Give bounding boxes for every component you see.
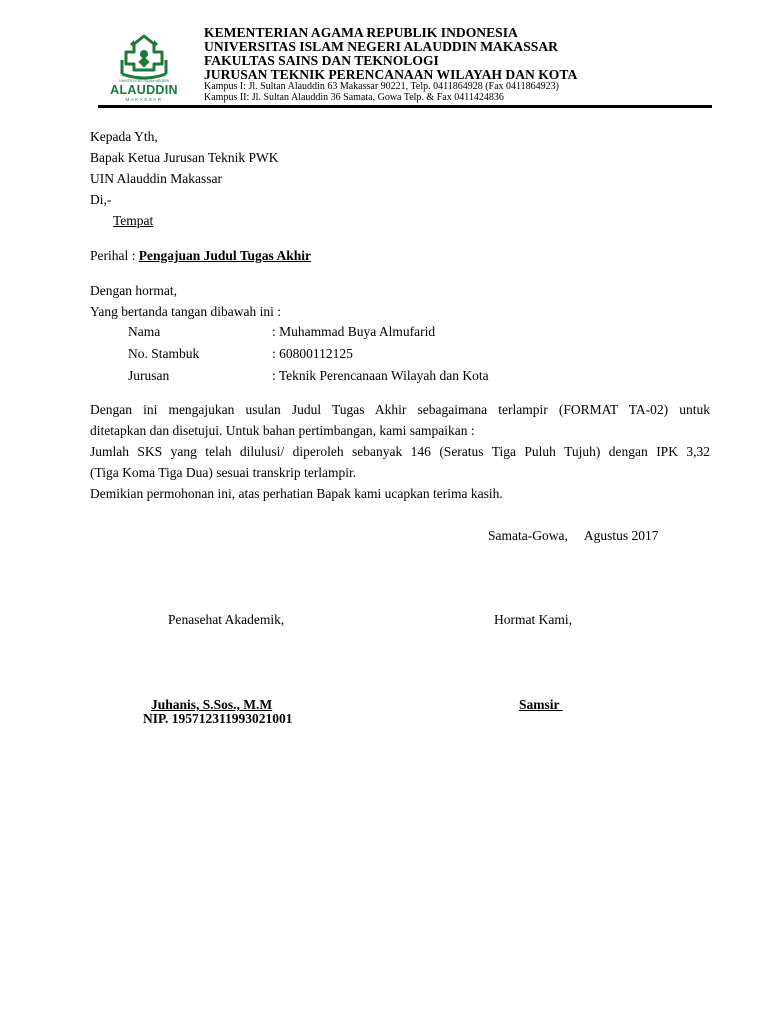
recipient-salutation: Kepada Yth, xyxy=(90,129,158,144)
advisor-title: Penasehat Akademik, xyxy=(168,612,285,627)
subject-line xyxy=(90,247,311,265)
logo-top-text: UNIVERSITAS ISLAM NEGERI xyxy=(118,79,170,83)
identity-label-jurusan: Jurusan xyxy=(128,368,170,383)
logo-name: ALAUDDIN xyxy=(110,83,178,97)
header-faculty: FAKULTAS SAINS DAN TEKNOLOGI xyxy=(204,53,439,68)
recipient-place: Tempat xyxy=(113,213,154,228)
identity-label-name: Nama xyxy=(128,324,161,339)
body-line-2: ditetapkan dan disetujui. Untuk bahan pertimbangan, kami sampaikan : xyxy=(90,423,475,438)
header-address-campus-2: Kampus II: Jl. Sultan Alauddin 36 Samata, Gowa Telp. & Fax 0411424836 xyxy=(204,92,504,103)
subject-label: Perihal : xyxy=(90,248,139,263)
advisor-name: Juhanis, S.Sos., M.M xyxy=(151,697,273,712)
place-date xyxy=(488,527,659,545)
applicant-name: Samsir xyxy=(519,697,560,712)
header-address-campus-1: Kampus I: Jl. Sultan Alauddin 63 Makassar 90221, Telp. 0411864928 (Fax 0411864923) xyxy=(204,81,560,92)
recipient-institution: UIN Alauddin Makassar xyxy=(90,171,222,186)
advisor-nip: NIP. 195712311993021001 xyxy=(143,711,293,726)
identity-value-stambuk: : 60800112125 xyxy=(272,346,353,361)
header-university: UNIVERSITAS ISLAM NEGERI ALAUDDIN MAKASSAR xyxy=(204,39,559,54)
header-divider xyxy=(98,105,712,108)
applicant-title: Hormat Kami, xyxy=(494,612,572,627)
identity-value-name: : Muhammad Buya Almufarid xyxy=(272,324,436,339)
header-department: JURUSAN TEKNIK PERENCANAAN WILAYAH DAN KOTA xyxy=(204,67,578,82)
identity-value-jurusan: : Teknik Perencanaan Wilayah dan Kota xyxy=(272,368,489,383)
body-line-5: Demikian permohonan ini, atas perhatian Bapak kami ucapkan terima kasih. xyxy=(90,486,503,501)
body-line-4: (Tiga Koma Tiga Dua) sesuai transkrip terlampir. xyxy=(90,465,357,480)
place: Samata-Gowa, xyxy=(488,528,568,543)
body-line-1: Dengan ini mengajukan usulan Judul Tugas Akhir sebagaimana terlampir (FORMAT TA-02) untuk xyxy=(90,402,710,417)
recipient-di: Di,- xyxy=(90,192,112,207)
greeting-intro: Yang bertanda tangan dibawah ini : xyxy=(90,304,281,319)
subject-value: Pengajuan Judul Tugas Akhir xyxy=(138,248,311,263)
recipient-title: Bapak Ketua Jurusan Teknik PWK xyxy=(90,150,279,165)
identity-label-stambuk: No. Stambuk xyxy=(128,346,200,361)
greeting: Dengan hormat, xyxy=(90,283,177,298)
header-ministry: KEMENTERIAN AGAMA REPUBLIK INDONESIA xyxy=(204,25,518,40)
date: Agustus 2017 xyxy=(583,528,659,543)
logo-subtitle: MAKASSAR xyxy=(125,97,163,102)
body-line-3: Jumlah SKS yang telah dilulusi/ diperoleh sebanyak 146 (Seratus Tiga Puluh Tujuh) dengan IPK 3,32 xyxy=(90,444,710,459)
